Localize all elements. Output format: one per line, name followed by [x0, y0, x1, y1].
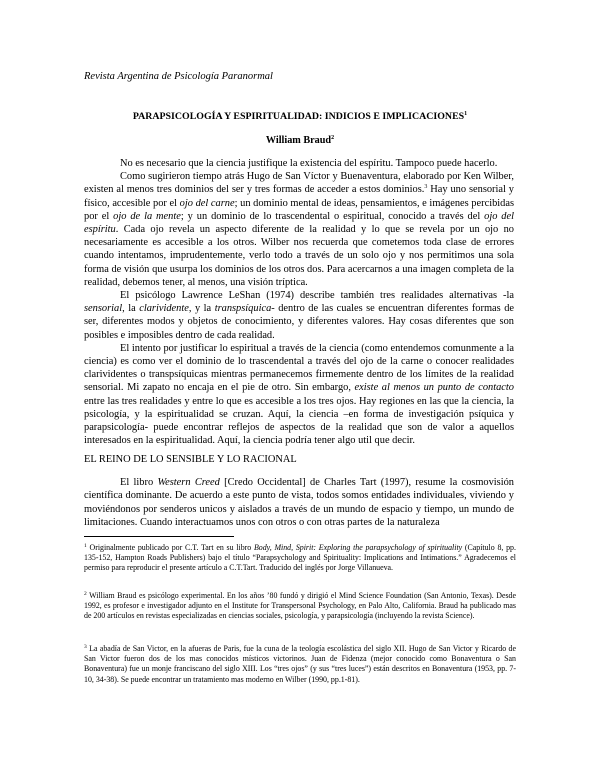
footnote-3	[84, 644, 516, 685]
paragraph-3	[84, 289, 514, 342]
paragraph-2-text: Como sugirieron tiempo atrás Hugo de San Víctor y Buenaventura, elaborado por Ken Wilber, existen al menos tres dominios del ser y tres formas de acceder a estos dominios.	[84, 171, 514, 196]
footnote-1	[84, 543, 516, 574]
paragraph-5	[84, 476, 514, 530]
paragraph-3-text: El psicólogo Lawrence LeShan (1974) describe también tres realidades alternativas -la	[120, 290, 514, 302]
paragraph-3-text: , la	[122, 303, 140, 315]
article-body	[84, 157, 514, 447]
footnote-text: Originalmente publicado por C.T. Tart en su libro	[86, 543, 254, 552]
author-footnote-marker: 2	[331, 135, 335, 141]
paragraph-1: No es necesario que la ciencia justifique la existencia del espíritu. Tampoco puede hacerlo.	[120, 158, 498, 169]
footnote-marker-3: 3	[424, 184, 428, 191]
footnote-text: La abadía de San Victor, en la afueras de Paris, fue la cuna de la teología escolástica del siglo XII. Hugo de San Victor y Ricardo de San Victor fueron dos de los mas conocidos místicos victorinos. Juan de Fidenza (mejor conocido como Bonaventura o San Bonaventura) fue un monje franciscano del siglo XIII. Los “tres ojos” (y sus “tres luces”) están descritos en Bonaventura (1953, pp. 7-10, 34-38). Se puede encontrar un tratamiento mas moderno en Wilber (1990, pp.1-81).	[84, 644, 516, 684]
paragraph-4-text: El intento por justificar lo espiritual a través de la ciencia (como entendemos comunmente a la ciencia) es como ver el dominio de lo trascendental a través del ojo de la carne o conocer realidades clarividentes o transpsíquicas mientras permanecemos firmemente dentro de los límites de la realidad sensorial. Mi zapato no encaja en el pie de otro. Sin embargo,	[84, 342, 514, 394]
paragraph-2-text: ; y un dominio de lo trascendental o espiritual, conocido a través del	[180, 210, 485, 222]
author-name: William Braud	[265, 135, 332, 146]
paragraph-2-text: Hay uno sensorial y físico, accesible por el	[84, 184, 514, 209]
paragraph-4-emphasis: existe al menos un punto de contacto	[354, 382, 514, 394]
article-title	[0, 111, 600, 122]
article-author	[0, 135, 600, 146]
footnote-number: 3	[84, 644, 87, 650]
paragraph-2-text: . Cada ojo revela un aspecto diferente de la realidad y lo que se revela por un ojo no necesariamente es accesible a los otros. Wilber nos recuerda que cometemos toda clase de errores cuando intentamos, imprudentemente, verlo todo a través de un solo ojo y nos permitimos una sola forma de visión que usurpa los dominios de los otros dos. Para acercarnos a una imagen completa de la realidad, debemos tener, al menos, una visión tríptica.	[84, 224, 514, 288]
footnote-text: William Braud es psicólogo experimental. En los años ’80 fundó y dirigió el Mind Science Foundation (San Antonio, Texas). Desde 1992, es profesor e investigador adjunto en el Institute for Transpersonal Psychology, en Palo Alto, California. Braud ha publicado mas de 200 artículos en revistas especializadas en ciencias sociales, psicología, y parapsicología (incluyendo la revista Science).	[84, 591, 516, 621]
footnote-text: (Capítulo 8, pp. 135-152, Hampton Roads Publishers) bajo el título “Parapsychology and Spirituality: Implications and Intimations.” Agradecemos el permiso para reproducir el presente artículo a C.T.Tart. Traducido del inglés por Jorge Villanueva.	[84, 543, 516, 573]
title-text: PARAPSICOLOGÍA Y ESPIRITUALIDAD: INDICIOS E IMPLICACIONES	[132, 111, 465, 122]
paragraph-2	[84, 170, 514, 289]
paragraph-4-text: entre las tres realidades y entre lo que es accesible a los tres ojos. Hay regiones en las que la ciencia, la psicología, y la espiritualidad se cruzan. Aquí, la ciencia –en forma de investigación psíquica y parapsicología- puede encontrar reflejos de aspectos de la realidad que son de valor a aquellos interesados en la espiritualidad. Aquí, la ciencia podría tener algo util que decir.	[84, 395, 514, 447]
paragraph-3-text: , y la	[188, 303, 215, 315]
paragraph-3-emphasis: sensorial	[84, 303, 123, 315]
journal-header: Revista Argentina de Psicología Paranormal	[84, 71, 273, 82]
footnote-separator	[84, 536, 234, 537]
footnote-number: 1	[84, 543, 87, 549]
paragraph-3-text: - dentro de las cuales se encuentran diferentes formas de ser, diferentes modos y objetos de conocimiento, y diferentes valores. Hay cosas diferentes que son posibles e imposibles dentro de cada realidad.	[84, 303, 515, 341]
paragraph-2-emphasis: ojo del espíritu	[84, 210, 515, 236]
paragraph-4	[84, 342, 514, 448]
paragraph-2-emphasis: ojo de la mente	[113, 210, 181, 222]
paragraph-2-text: ; un dominio mental de ideas, pensamientos, e imágenes percibidas por el	[84, 197, 515, 222]
footnote-2	[84, 591, 516, 622]
book-title: Western Creed	[157, 477, 220, 488]
paragraph-5-text: El libro	[120, 477, 158, 488]
section-body	[84, 476, 514, 530]
paragraph-2-emphasis: ojo del carne	[179, 197, 235, 209]
title-footnote-marker: 1	[464, 111, 468, 117]
paragraph-3-emphasis: transpsíquica	[214, 303, 272, 315]
section-heading: EL REINO DE LO SENSIBLE Y LO RACIONAL	[84, 454, 297, 465]
paragraph-3-emphasis: clarividente	[139, 303, 189, 315]
footnote-book-title: Body, Mind, Spirit: Exploring the parapsychology of spirituality	[253, 543, 463, 552]
paragraph-5-text: [Credo Occidental] de Charles Tart (1997), resume la cosmovisión científica dominante. De acuerdo a este punto de vista, todos somos entidades individuales, viviendo y moviéndonos por senderos unicos y aislados a través de un mundo de espacio y tiempo, un mundo de limitaciones. Cuando interactuamos unos con otros o con otras partes de la naturaleza	[84, 477, 514, 529]
footnote-number: 2	[84, 591, 87, 597]
